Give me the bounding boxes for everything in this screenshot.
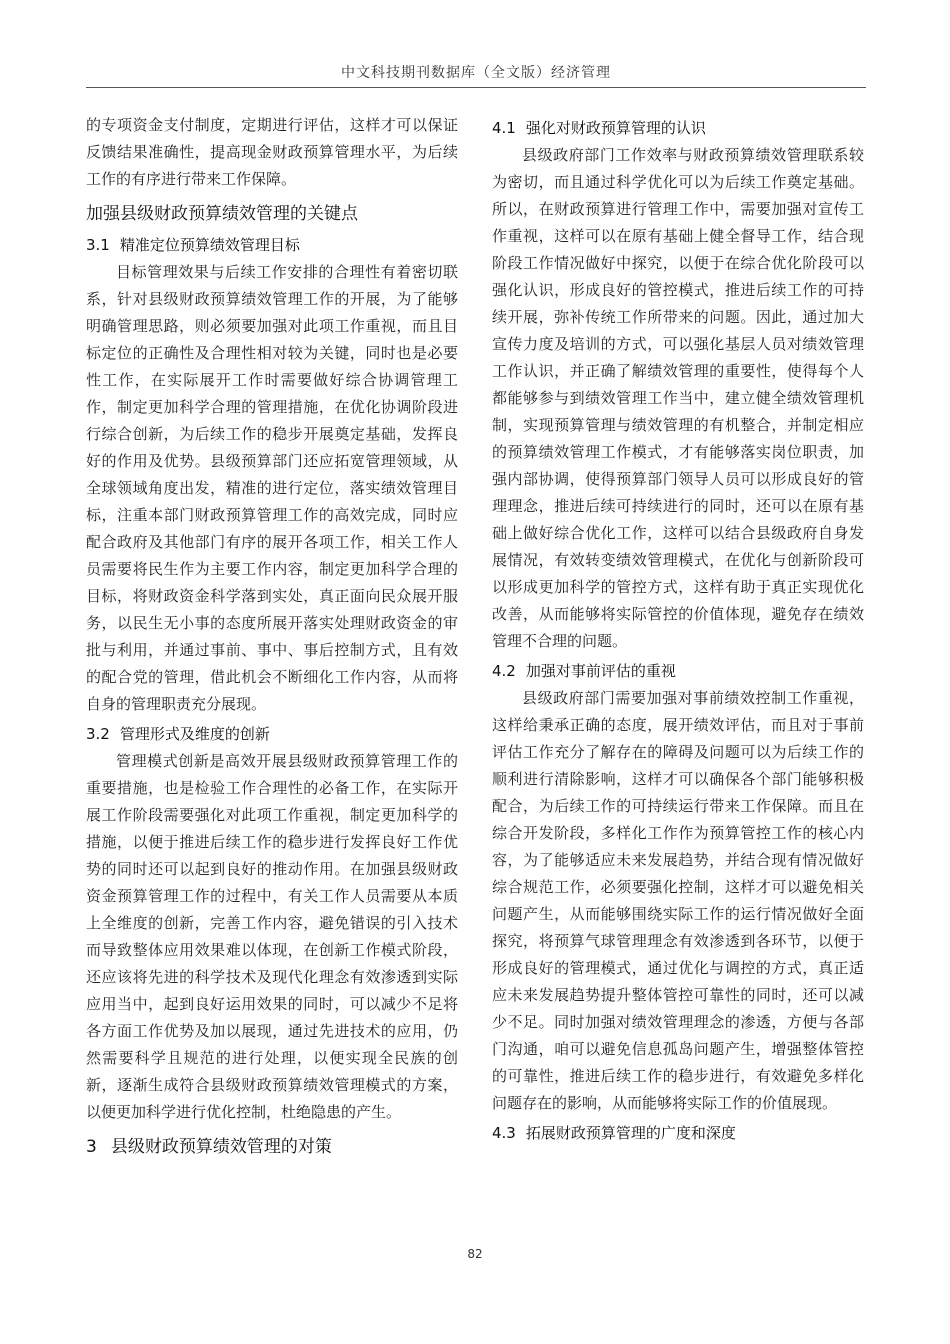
section-4-2-paragraph: 县级政府部门需要加强对事前绩效控制工作重视，这样给秉承正确的态度，展开绩效评估，而且对于事前评估工作充分了解存在的障碍及问题可以为后续工作的顺利进行清除影响，这样才可以确保各个部门能够积极配合，为后续工作的可持续运行带来工作保障。而且在综合开发阶段，多样化工作作为预算管控工作的核心内容，为了能够适应未来发展趋势，并结合现有情况做好综合规范工作，必须要强化控制，这样才可以避免相关问题产生，从而能够围绕实际工作的运行情况做好全面探究，将预算气球管理理念有效渗透到各环节，以便于形成良好的管理模式，通过优化与调控的方式，真正适应未来发展趋势提升整体管控可靠性的同时，还可以减少不足。同时加强对绩效管理理念的渗透，方便与各部门沟通，咱可以避免信息孤岛问题产生，增强整体管控的可靠性，推进后续工作的稳步进行，有效避免多样化问题存在的影响，从而能够将实际工作的价值展现。	[492, 689, 864, 1112]
section-3-2-title: 管理形式及维度的创新	[119, 725, 270, 743]
heading-key-points-title: 加强县级财政预算绩效管理的关键点	[86, 204, 358, 224]
section-3-2-number: 3.2	[86, 725, 110, 743]
section-3-1-paragraph: 目标管理效果与后续工作安排的合理性有着密切联系，针对县级财政预算绩效管理工作的开展，为了能够明确管理思路，则必须要加强对此项工作重视，而且目标定位的正确性及合理性相对较为关键，同时也是必要性工作，在实际展开工作时需要做好综合协调管理工作，制定更加科学合理的管理措施，在优化协调阶段进行综合创新，为后续工作的稳步开展奠定基础，发挥良好的作用及优势。县级预算部门还应拓宽管理领域，从全球领域角度出发，精准的进行定位，落实绩效管理目标，注重本部门财政预算管理工作的高效完成，同时应配合政府及其他部门有序的展开各项工作，相关工作人员需要将民生作为主要工作内容，制定更加科学合理的目标，将财政资金科学落到实处，真正面向民众展开服务，以民生无小事的态度所展开落实处理财政资金的审批与利用，并通过事前、事中、事后控制方式，且有效的配合党的管理，借此机会不断细化工作内容，从而将自身的管理职责充分展现。	[86, 263, 458, 713]
section-4-2-number: 4.2	[492, 662, 516, 680]
section-4-2-title: 加强对事前评估的重视	[525, 662, 676, 680]
section-3-1-title: 精准定位预算绩效管理目标	[119, 236, 300, 254]
section-3-title: 县级财政预算绩效管理的对策	[110, 1137, 332, 1157]
left-column	[86, 112, 458, 1164]
section-4-1-title: 强化对财政预算管理的认识	[525, 119, 706, 137]
section-3-2-heading	[86, 721, 458, 747]
section-4-2-heading	[492, 658, 864, 684]
section-4-1-heading	[492, 115, 864, 141]
section-3-1-heading	[86, 232, 458, 258]
section-3-2-paragraph: 管理模式创新是高效开展县级财政预算管理工作的重要措施，也是检验工作合理性的必备工作，在实际开展工作阶段需要强化对此项工作重视，制定更加科学的措施，以便于推进后续工作的稳步进行发挥良好工作优势的同时还可以起到良好的推动作用。在加强县级财政资金预算管理工作的过程中，有关工作人员需要从本质上全维度的创新，完善工作内容，避免错误的引入技术而导致整体应用效果难以体现，在创新工作模式阶段，还应该将先进的科学技术及现代化理念有效渗透到实际应用当中，起到良好运用效果的同时，可以减少不足将各方面工作优势及加以展现，通过先进技术的应用，仍然需要科学且规范的进行处理，以便实现全民族的创新，逐渐生成符合县级财政预算绩效管理模式的方案，以便更加科学进行优化控制，杜绝隐患的产生。	[86, 752, 458, 1121]
section-4-1-number: 4.1	[492, 119, 516, 137]
heading-key-points	[86, 199, 458, 229]
continued-paragraph: 的专项资金支付制度，定期进行评估，这样才可以保证反馈结果准确性，提高现金财政预算管理水平，为后续工作的有序进行带来工作保障。	[86, 116, 458, 188]
running-header: 中文科技期刊数据库（全文版）经济管理	[341, 65, 611, 81]
section-4-3-title: 拓展财政预算管理的广度和深度	[525, 1124, 736, 1142]
section-4-3-heading	[492, 1120, 864, 1146]
page-number: 82	[467, 1247, 483, 1261]
section-4-3-number: 4.3	[492, 1124, 516, 1142]
section-3-number: 3	[86, 1137, 97, 1157]
header-divider	[86, 87, 866, 88]
section-4-1-paragraph: 县级政府部门工作效率与财政预算绩效管理联系较为密切，而且通过科学优化可以为后续工作奠定基础。所以，在财政预算进行管理工作中，需要加强对宣传工作重视，这样可以在原有基础上健全督导工作，结合现阶段工作情况做好中探究，以便于在综合优化阶段可以强化认识，形成良好的管控模式，推进后续工作的可持续开展，弥补传统工作所带来的问题。因此，通过加大宣传力度及培训的方式，可以强化基层人员对绩效管理工作认识，并正确了解绩效管理的重要性，使得每个人都能够参与到绩效管理工作当中，建立健全绩效管理机制，实现预算管理与绩效管理的有机整合，并制定相应的预算绩效管理工作模式，才有能够落实岗位职责，加强内部协调，使得预算部门领导人员可以形成良好的管理理念，推进后续可持续进行的同时，还可以在原有基础上做好综合优化工作，这样可以结合县级政府自身发展情况，有效转变绩效管理模式，在优化与创新阶段可以形成更加科学的管控方式，这样有助于真正实现优化改善，从而能够将实际管控的价值体现，避免存在绩效管理不合理的问题。	[492, 146, 864, 650]
section-3-1-number: 3.1	[86, 236, 110, 254]
right-column	[492, 112, 864, 1147]
section-3-heading	[86, 1132, 458, 1162]
